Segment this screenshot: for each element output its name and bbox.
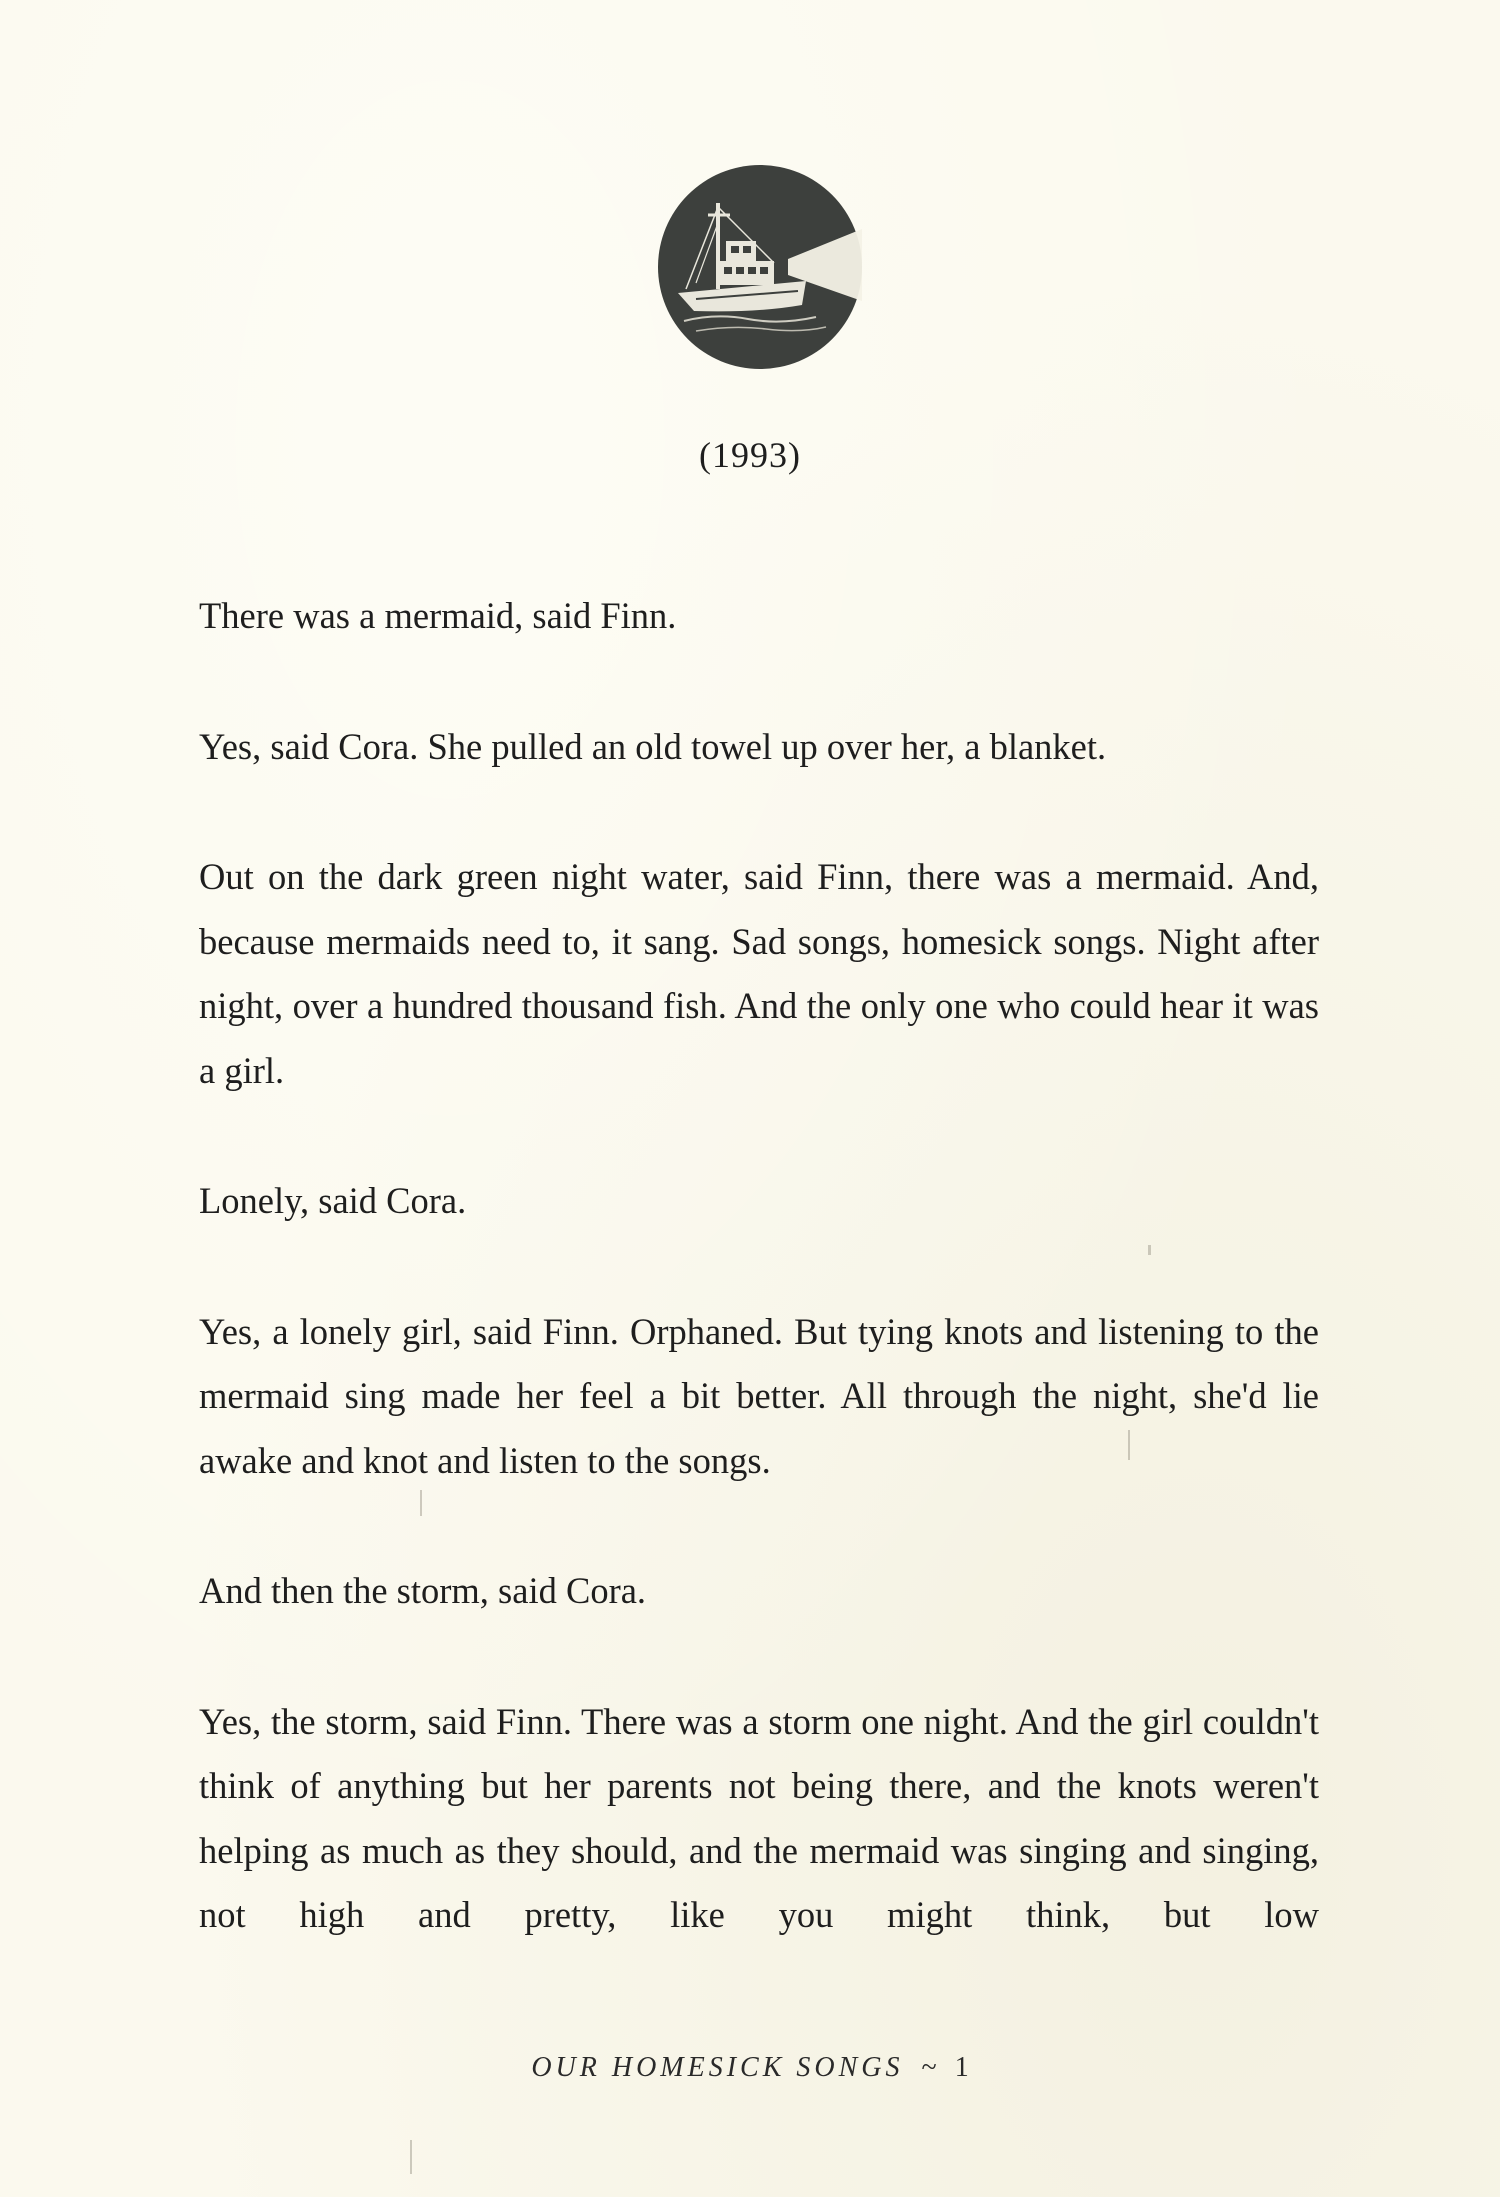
paragraph: Yes, the storm, said Finn. There was a storm one night. And the girl couldn't think of anything but her parents not being there, and the knots weren't helping as much as they should, and the mermaid was singing and singing, not high and pretty, like you might think, but low bbox=[199, 1700, 1319, 1935]
paper-speck bbox=[410, 2140, 412, 2174]
paragraph: There was a mermaid, said Finn. bbox=[199, 595, 677, 636]
chapter-year: (1993) bbox=[699, 435, 801, 475]
footer-separator: ~ bbox=[921, 2052, 937, 2083]
story-text bbox=[199, 584, 1319, 1948]
page-number: 1 bbox=[954, 2052, 969, 2083]
paragraph: Yes, a lonely girl, said Finn. Orphaned. But tying knots and listening to the mermaid sing made her feel a bit better. All through the night, she'd lie awake and knot and listen to the songs. bbox=[199, 1310, 1319, 1481]
paragraph: Out on the dark green night water, said Finn, there was a mermaid. And, because mermaids need to, it sang. Sad songs, homesick songs. Night after night, over a hundred thousand fish. And the only one who could hear it was a girl. bbox=[199, 856, 1319, 1091]
running-footer bbox=[0, 2052, 1500, 2084]
paragraph: Yes, said Cora. She pulled an old towel up over her, a blanket. bbox=[199, 725, 1107, 767]
paragraph: Lonely, said Cora. bbox=[199, 1180, 467, 1221]
paper-speck bbox=[420, 1490, 422, 1516]
fishing-boat-lighthouse-icon bbox=[656, 163, 864, 371]
paper-speck bbox=[1148, 1245, 1151, 1255]
paper-speck bbox=[1128, 1430, 1130, 1460]
book-title: OUR HOMESICK SONGS bbox=[531, 2052, 904, 2083]
paragraph: And then the storm, said Cora. bbox=[199, 1570, 647, 1611]
